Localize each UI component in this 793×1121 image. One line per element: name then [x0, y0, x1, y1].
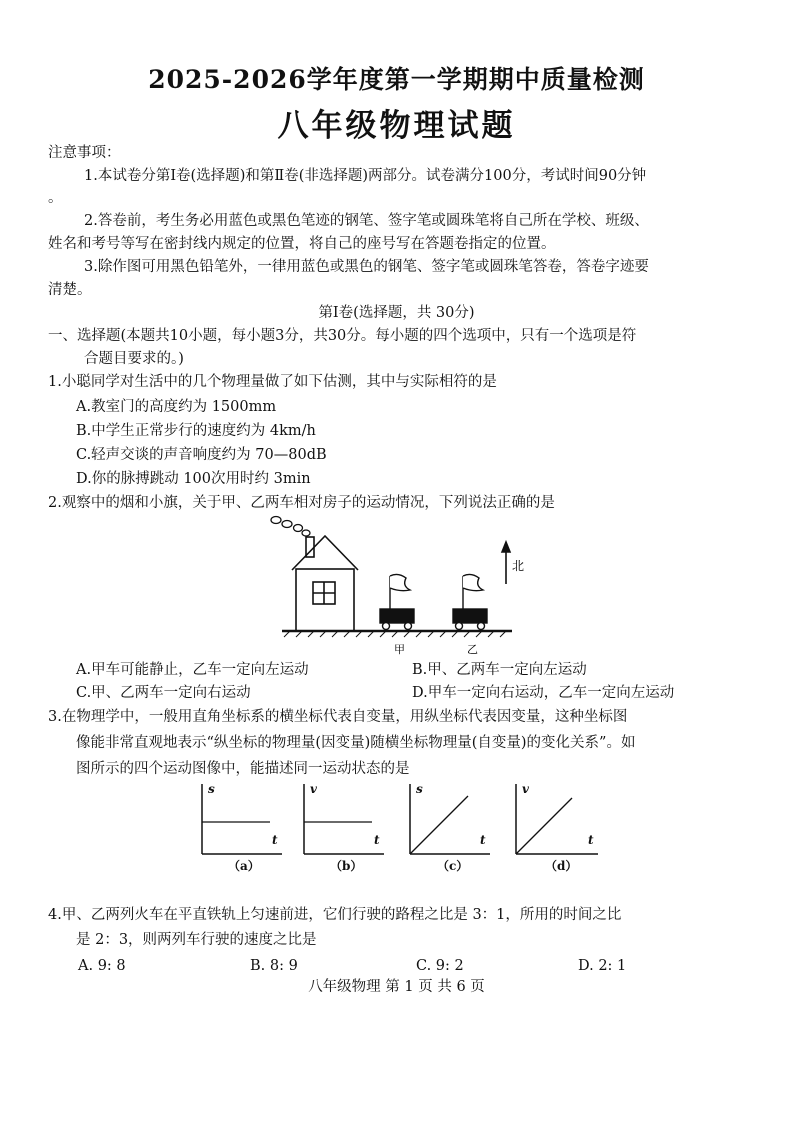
- graph-c: [410, 782, 490, 873]
- north-label: 北: [512, 559, 525, 573]
- question-4-stem-line-2: 是 2：3，则两列车行驶的速度之比是: [76, 932, 317, 948]
- motion-graphs-figure: [0, 778, 793, 878]
- smoke-puffs: [271, 517, 310, 537]
- question-2-option-c: C.甲、乙两车一定向右运动: [76, 685, 251, 701]
- graph-d-caption: （d）: [545, 859, 578, 873]
- question-1-option-d: D.你的脉搏跳动 100次用时约 3min: [76, 471, 311, 487]
- question-4-stem-line-1: 4.甲、乙两列火车在平直铁轨上匀速前进，它们行驶的路程之比是 3：1，所用的时间之比: [48, 907, 622, 923]
- north-arrow: [502, 542, 510, 584]
- graph-d: [516, 782, 598, 873]
- question-4-option-a: A. 9: 8: [78, 958, 126, 974]
- question-2-option-b: B.甲、乙两车一定向左运动: [412, 662, 587, 678]
- note-1-line-2: 。: [48, 190, 63, 206]
- note-2-line-1: 2.答卷前，考生务必用蓝色或黑色笔迹的钢笔、签字笔或圆珠笔将自己所在学校、班级、: [84, 213, 649, 229]
- question-1-option-b: B.中学生正常步行的速度约为 4km/h: [76, 423, 316, 439]
- graph-b-ylabel: v: [310, 782, 317, 796]
- graph-c-caption: （c）: [437, 859, 469, 873]
- exam-title: 2025-2026学年度第一学期期中质量检测: [148, 65, 645, 94]
- graph-b: [304, 782, 384, 873]
- ground: [282, 631, 512, 637]
- graph-c-xlabel: t: [480, 833, 486, 847]
- question-4-option-c: C. 9: 2: [416, 958, 464, 974]
- graph-c-ylabel: s: [416, 782, 423, 796]
- graph-d-xlabel: t: [588, 833, 594, 847]
- graph-a-ylabel: s: [208, 782, 215, 796]
- house-and-carts-figure: [270, 512, 550, 660]
- section-1-instructions-line-2: 合题目要求的。): [84, 351, 184, 367]
- question-2-option-d: D.甲车一定向右运动，乙车一定向左运动: [412, 685, 675, 701]
- note-3-line-1: 3.除作图可用黑色铅笔外，一律用蓝色或黑色的钢笔、签字笔或圆珠笔答卷，答卷字迹要: [84, 259, 649, 275]
- question-3-stem-line-3: 图所示的四个运动图像中，能描述同一运动状态的是: [76, 761, 410, 777]
- graph-b-xlabel: t: [374, 833, 380, 847]
- section-1-instructions-line-1: 一、选择题(本题共10小题，每小题3分，共30分。每小题的四个选项中，只有一个选项是符: [48, 328, 637, 344]
- graph-b-caption: （b）: [330, 859, 363, 873]
- cart-jia: [380, 574, 414, 629]
- note-3-line-2: 清楚。: [48, 282, 92, 298]
- cart-yi-label: 乙: [467, 643, 478, 656]
- question-4-option-d: D. 2: 1: [578, 958, 627, 974]
- question-2-option-a: A.甲车可能静止，乙车一定向左运动: [76, 662, 309, 678]
- graph-a-caption: （a）: [228, 859, 260, 873]
- note-1-line-1: 1.本试卷分第Ⅰ卷(选择题)和第Ⅱ卷(非选择题)两部分。试卷满分100分，考试时间90分钟: [84, 168, 647, 184]
- section-1-title: 第Ⅰ卷(选择题，共 30分): [318, 305, 475, 321]
- graph-a-xlabel: t: [272, 833, 278, 847]
- cart-jia-label: 甲: [394, 643, 405, 656]
- question-3-stem-line-1: 3.在物理学中，一般用直角坐标系的横坐标代表自变量，用纵坐标代表因变量，这种坐标图: [48, 709, 628, 725]
- note-2-line-2: 姓名和考号等写在密封线内规定的位置，将自己的座号写在答题卷指定的位置。: [48, 236, 556, 252]
- cart-yi: [453, 574, 487, 629]
- page-footer: 八年级物理 第 1 页 共 6 页: [308, 979, 485, 995]
- graph-a: [202, 782, 282, 873]
- question-1-stem: 1.小聪同学对生活中的几个物理量做了如下估测，其中与实际相符的是: [48, 374, 497, 390]
- graph-d-ylabel: v: [522, 782, 529, 796]
- subject-title: 八年级物理试题: [277, 108, 516, 144]
- notes-heading: 注意事项：: [48, 145, 121, 161]
- question-1-option-c: C.轻声交谈的声音响度约为 70—80dB: [76, 447, 327, 463]
- question-1-option-a: A.教室门的高度约为 1500mm: [76, 399, 277, 415]
- house: [292, 536, 358, 631]
- question-4-option-b: B. 8: 9: [250, 958, 298, 974]
- question-3-stem-line-2: 像能非常直观地表示“纵坐标的物理量(因变量)随横坐标物理量(自变量)的变化关系”。如: [76, 735, 636, 751]
- question-2-stem: 2.观察中的烟和小旗，关于甲、乙两车相对房子的运动情况，下列说法正确的是: [48, 495, 555, 511]
